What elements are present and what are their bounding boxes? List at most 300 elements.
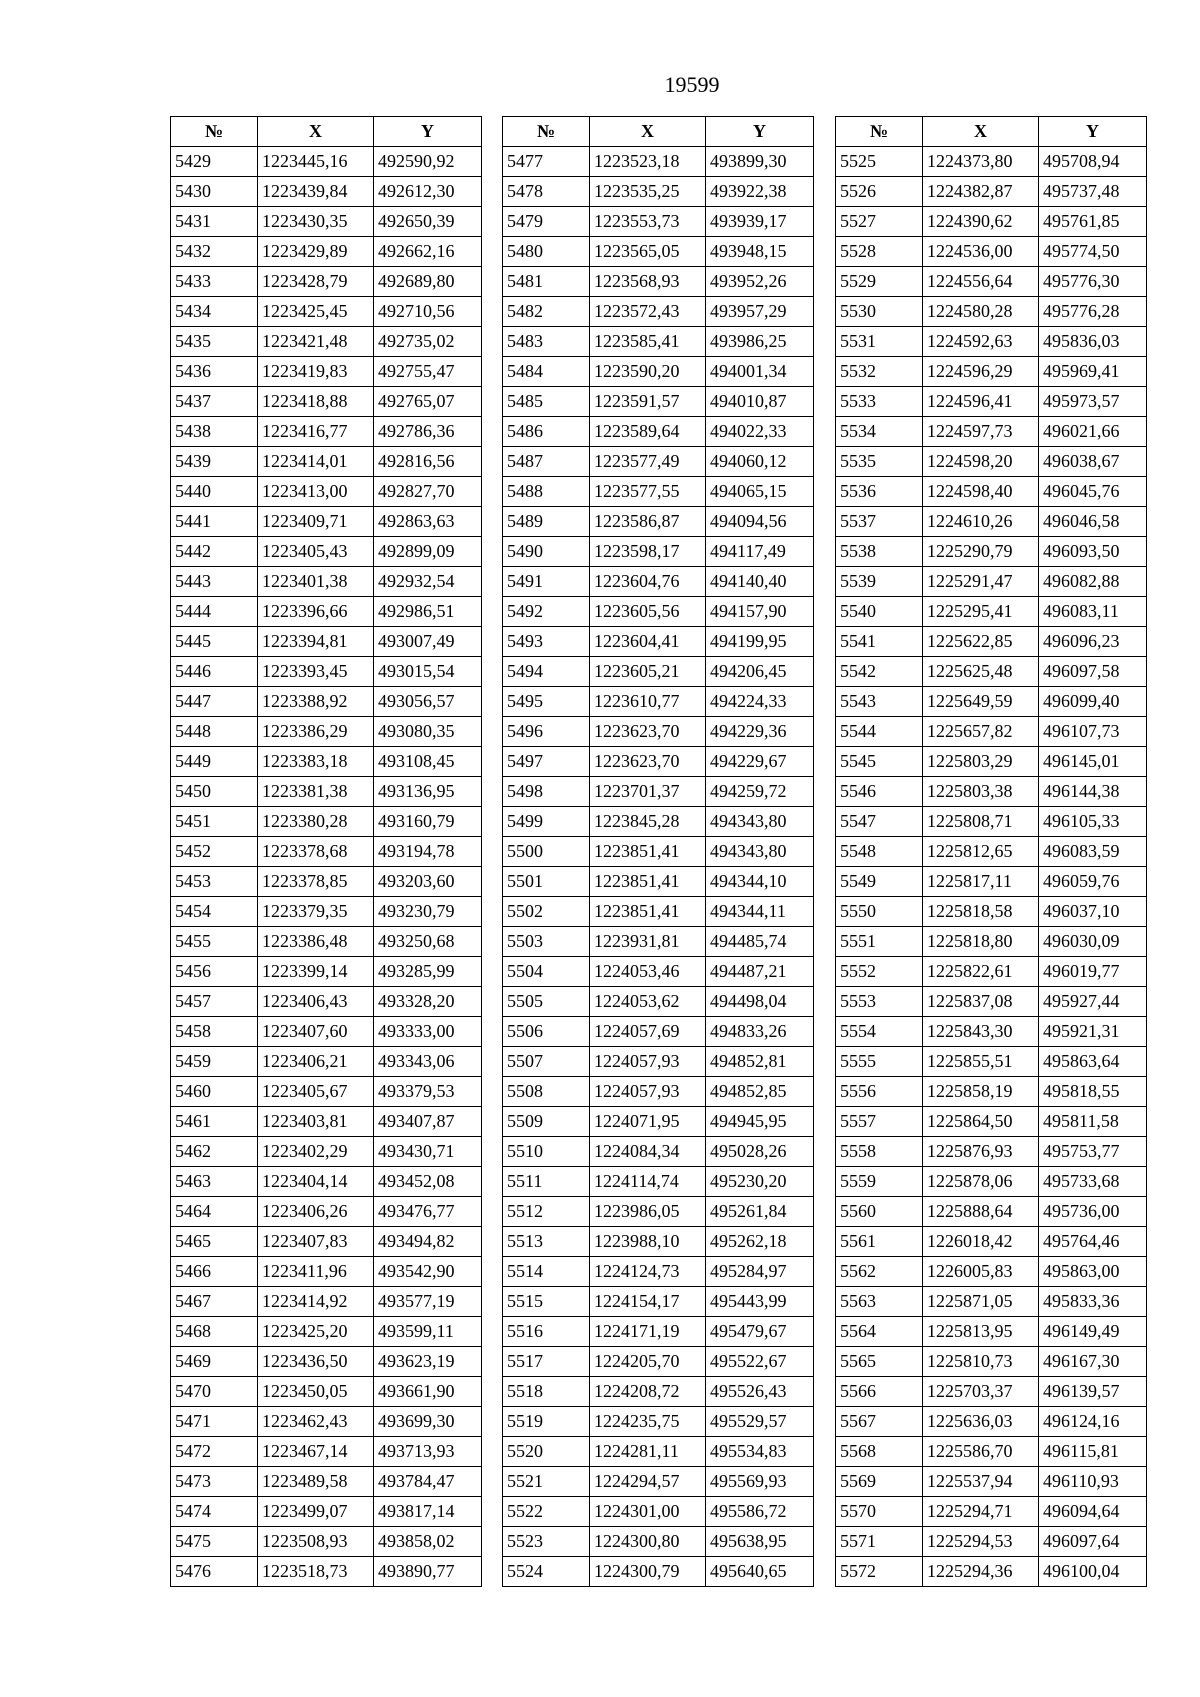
cell-number: 5452: [171, 837, 258, 867]
cell-x: 1225812,65: [923, 837, 1039, 867]
cell-y: 492755,47: [374, 357, 482, 387]
cell-x: 1225625,48: [923, 657, 1039, 687]
table-row: [836, 1527, 1147, 1557]
cell-y: 493379,53: [374, 1077, 482, 1107]
cell-y: 495028,26: [706, 1137, 814, 1167]
cell-x: 1223413,00: [258, 477, 374, 507]
cell-number: 5568: [836, 1437, 923, 1467]
column-header-x: X: [923, 117, 1039, 147]
table-row: [171, 177, 482, 207]
table-row: [836, 927, 1147, 957]
cell-y: 496167,30: [1039, 1347, 1147, 1377]
cell-number: 5533: [836, 387, 923, 417]
table-row: [836, 357, 1147, 387]
cell-number: 5433: [171, 267, 258, 297]
column-header-number: №: [171, 117, 258, 147]
cell-number: 5439: [171, 447, 258, 477]
table-row: [836, 207, 1147, 237]
cell-y: 496046,58: [1039, 507, 1147, 537]
table-row: [836, 867, 1147, 897]
cell-y: 492650,39: [374, 207, 482, 237]
cell-number: 5449: [171, 747, 258, 777]
table-row: [836, 1167, 1147, 1197]
cell-number: 5518: [503, 1377, 590, 1407]
cell-y: 492710,56: [374, 297, 482, 327]
cell-y: 494498,04: [706, 987, 814, 1017]
column-header-x: X: [590, 117, 706, 147]
table-row: [503, 1557, 814, 1587]
cell-x: 1225294,36: [923, 1557, 1039, 1587]
cell-number: 5469: [171, 1347, 258, 1377]
cell-number: 5436: [171, 357, 258, 387]
cell-x: 1223414,92: [258, 1287, 374, 1317]
table-row: [171, 927, 482, 957]
table-row: [171, 357, 482, 387]
cell-y: 494344,10: [706, 867, 814, 897]
cell-y: 493939,17: [706, 207, 814, 237]
cell-x: 1223535,25: [590, 177, 706, 207]
cell-number: 5435: [171, 327, 258, 357]
cell-y: 492689,80: [374, 267, 482, 297]
cell-x: 1224057,69: [590, 1017, 706, 1047]
cell-x: 1223499,07: [258, 1497, 374, 1527]
cell-number: 5455: [171, 927, 258, 957]
cell-y: 493230,79: [374, 897, 482, 927]
cell-y: 495776,28: [1039, 297, 1147, 327]
cell-number: 5556: [836, 1077, 923, 1107]
cell-x: 1223598,17: [590, 537, 706, 567]
table-row: [836, 327, 1147, 357]
cell-number: 5450: [171, 777, 258, 807]
cell-number: 5431: [171, 207, 258, 237]
table-row: [836, 807, 1147, 837]
table-row: [503, 717, 814, 747]
cell-y: 496083,11: [1039, 597, 1147, 627]
cell-x: 1225808,71: [923, 807, 1039, 837]
table-row: [836, 627, 1147, 657]
cell-y: 493285,99: [374, 957, 482, 987]
table-row: [503, 1437, 814, 1467]
cell-x: 1223931,81: [590, 927, 706, 957]
cell-y: 493986,25: [706, 327, 814, 357]
cell-y: 493623,19: [374, 1347, 482, 1377]
table-row: [503, 567, 814, 597]
cell-x: 1223518,73: [258, 1557, 374, 1587]
cell-y: 493922,38: [706, 177, 814, 207]
table-row: [171, 1137, 482, 1167]
table-row: [836, 477, 1147, 507]
cell-x: 1223604,41: [590, 627, 706, 657]
cell-y: 493899,30: [706, 147, 814, 177]
table-header-row: [836, 117, 1147, 147]
cell-x: 1225649,59: [923, 687, 1039, 717]
cell-number: 5522: [503, 1497, 590, 1527]
cell-y: 493952,26: [706, 267, 814, 297]
cell-y: 495522,67: [706, 1347, 814, 1377]
cell-x: 1223623,70: [590, 717, 706, 747]
cell-x: 1225703,37: [923, 1377, 1039, 1407]
cell-y: 495969,41: [1039, 357, 1147, 387]
table-row: [503, 1317, 814, 1347]
cell-x: 1224300,80: [590, 1527, 706, 1557]
cell-number: 5507: [503, 1047, 590, 1077]
table-row: [836, 417, 1147, 447]
cell-x: 1225822,61: [923, 957, 1039, 987]
cell-y: 496030,09: [1039, 927, 1147, 957]
cell-y: 493948,15: [706, 237, 814, 267]
table-row: [171, 597, 482, 627]
cell-x: 1224596,29: [923, 357, 1039, 387]
cell-number: 5477: [503, 147, 590, 177]
cell-number: 5503: [503, 927, 590, 957]
cell-x: 1224154,17: [590, 1287, 706, 1317]
cell-number: 5532: [836, 357, 923, 387]
cell-number: 5470: [171, 1377, 258, 1407]
cell-y: 493328,20: [374, 987, 482, 1017]
cell-x: 1223405,43: [258, 537, 374, 567]
cell-number: 5561: [836, 1227, 923, 1257]
table-row: [503, 477, 814, 507]
cell-x: 1224294,57: [590, 1467, 706, 1497]
cell-number: 5440: [171, 477, 258, 507]
cell-x: 1223393,45: [258, 657, 374, 687]
cell-number: 5531: [836, 327, 923, 357]
cell-y: 496021,66: [1039, 417, 1147, 447]
table-row: [171, 507, 482, 537]
table-row: [171, 1437, 482, 1467]
table-row: [836, 1107, 1147, 1137]
cell-number: 5493: [503, 627, 590, 657]
cell-x: 1223379,35: [258, 897, 374, 927]
table-row: [836, 747, 1147, 777]
cell-x: 1225871,05: [923, 1287, 1039, 1317]
cell-y: 494199,95: [706, 627, 814, 657]
cell-x: 1224053,62: [590, 987, 706, 1017]
cell-number: 5513: [503, 1227, 590, 1257]
cell-y: 495230,20: [706, 1167, 814, 1197]
cell-x: 1223381,38: [258, 777, 374, 807]
cell-x: 1223380,28: [258, 807, 374, 837]
cell-number: 5460: [171, 1077, 258, 1107]
cell-y: 494022,33: [706, 417, 814, 447]
cell-number: 5536: [836, 477, 923, 507]
cell-number: 5447: [171, 687, 258, 717]
cell-number: 5563: [836, 1287, 923, 1317]
cell-x: 1224598,40: [923, 477, 1039, 507]
cell-x: 1223605,21: [590, 657, 706, 687]
cell-y: 493452,08: [374, 1167, 482, 1197]
table-row: [836, 1257, 1147, 1287]
table-row: [503, 837, 814, 867]
cell-x: 1224373,80: [923, 147, 1039, 177]
table-row: [836, 717, 1147, 747]
table-row: [171, 807, 482, 837]
cell-number: 5569: [836, 1467, 923, 1497]
cell-x: 1225843,30: [923, 1017, 1039, 1047]
table-row: [836, 1077, 1147, 1107]
cell-number: 5448: [171, 717, 258, 747]
table-row: [171, 147, 482, 177]
table-row: [836, 957, 1147, 987]
cell-y: 492932,54: [374, 567, 482, 597]
cell-x: 1224235,75: [590, 1407, 706, 1437]
cell-x: 1223462,43: [258, 1407, 374, 1437]
cell-number: 5505: [503, 987, 590, 1017]
cell-number: 5463: [171, 1167, 258, 1197]
cell-number: 5437: [171, 387, 258, 417]
cell-y: 493599,11: [374, 1317, 482, 1347]
table-row: [503, 1227, 814, 1257]
cell-number: 5537: [836, 507, 923, 537]
table-row: [503, 327, 814, 357]
cell-number: 5486: [503, 417, 590, 447]
table-row: [503, 927, 814, 957]
cell-x: 1225858,19: [923, 1077, 1039, 1107]
column-header-y: Y: [1039, 117, 1147, 147]
table-row: [171, 1497, 482, 1527]
cell-y: 493056,57: [374, 687, 482, 717]
cell-number: 5479: [503, 207, 590, 237]
cell-y: 495534,83: [706, 1437, 814, 1467]
table-row: [836, 1317, 1147, 1347]
table-row: [171, 1527, 482, 1557]
cell-number: 5539: [836, 567, 923, 597]
cell-x: 1223439,84: [258, 177, 374, 207]
table-row: [171, 1467, 482, 1497]
table-row: [171, 237, 482, 267]
cell-y: 496144,38: [1039, 777, 1147, 807]
cell-y: 494945,95: [706, 1107, 814, 1137]
cell-x: 1225803,29: [923, 747, 1039, 777]
table-row: [836, 1047, 1147, 1077]
table-row: [503, 147, 814, 177]
cell-number: 5458: [171, 1017, 258, 1047]
table-row: [503, 987, 814, 1017]
cell-y: 496100,04: [1039, 1557, 1147, 1587]
cell-number: 5559: [836, 1167, 923, 1197]
cell-x: 1223428,79: [258, 267, 374, 297]
coordinates-table-3: [835, 116, 1147, 1587]
table-row: [836, 1137, 1147, 1167]
cell-x: 1223425,45: [258, 297, 374, 327]
cell-y: 496082,88: [1039, 567, 1147, 597]
cell-x: 1224536,00: [923, 237, 1039, 267]
table-row: [171, 1557, 482, 1587]
cell-number: 5451: [171, 807, 258, 837]
cell-number: 5443: [171, 567, 258, 597]
table-row: [171, 1077, 482, 1107]
cell-x: 1224592,63: [923, 327, 1039, 357]
cell-number: 5547: [836, 807, 923, 837]
cell-x: 1223378,68: [258, 837, 374, 867]
cell-y: 493542,90: [374, 1257, 482, 1287]
cell-number: 5467: [171, 1287, 258, 1317]
cell-y: 492786,36: [374, 417, 482, 447]
table-row: [171, 1227, 482, 1257]
cell-number: 5544: [836, 717, 923, 747]
cell-y: 495753,77: [1039, 1137, 1147, 1167]
cell-number: 5527: [836, 207, 923, 237]
cell-y: 493957,29: [706, 297, 814, 327]
cell-x: 1224205,70: [590, 1347, 706, 1377]
cell-number: 5545: [836, 747, 923, 777]
table-header-row: [171, 117, 482, 147]
table-row: [503, 537, 814, 567]
table-row: [836, 1197, 1147, 1227]
cell-y: 493080,35: [374, 717, 482, 747]
cell-y: 493430,71: [374, 1137, 482, 1167]
table-row: [836, 1017, 1147, 1047]
table-row: [836, 297, 1147, 327]
table-row: [503, 627, 814, 657]
cell-x: 1223610,77: [590, 687, 706, 717]
cell-number: 5473: [171, 1467, 258, 1497]
cell-x: 1223394,81: [258, 627, 374, 657]
cell-x: 1224597,73: [923, 417, 1039, 447]
cell-x: 1223553,73: [590, 207, 706, 237]
column-header-y: Y: [374, 117, 482, 147]
cell-x: 1224084,34: [590, 1137, 706, 1167]
cell-y: 493007,49: [374, 627, 482, 657]
cell-x: 1225290,79: [923, 537, 1039, 567]
table-row: [503, 207, 814, 237]
cell-x: 1223845,28: [590, 807, 706, 837]
cell-x: 1224382,87: [923, 177, 1039, 207]
cell-number: 5538: [836, 537, 923, 567]
cell-x: 1224057,93: [590, 1077, 706, 1107]
table-row: [171, 1287, 482, 1317]
cell-y: 496145,01: [1039, 747, 1147, 777]
cell-number: 5535: [836, 447, 923, 477]
cell-number: 5438: [171, 417, 258, 447]
cell-y: 492816,56: [374, 447, 482, 477]
table-row: [503, 1137, 814, 1167]
table-row: [836, 837, 1147, 867]
table-row: [836, 147, 1147, 177]
cell-y: 495776,30: [1039, 267, 1147, 297]
cell-y: 496096,23: [1039, 627, 1147, 657]
table-row: [503, 1407, 814, 1437]
table-row: [503, 1047, 814, 1077]
table-row: [171, 1107, 482, 1137]
table-row: [503, 777, 814, 807]
cell-number: 5523: [503, 1527, 590, 1557]
cell-y: 496107,73: [1039, 717, 1147, 747]
cell-y: 492899,09: [374, 537, 482, 567]
table-row: [503, 597, 814, 627]
cell-number: 5504: [503, 957, 590, 987]
cell-x: 1224124,73: [590, 1257, 706, 1287]
table-row: [171, 897, 482, 927]
cell-number: 5501: [503, 867, 590, 897]
cell-y: 495927,44: [1039, 987, 1147, 1017]
table-row: [503, 447, 814, 477]
cell-number: 5485: [503, 387, 590, 417]
cell-y: 495833,36: [1039, 1287, 1147, 1317]
table-row: [836, 1467, 1147, 1497]
cell-y: 496038,67: [1039, 447, 1147, 477]
table-row: [503, 387, 814, 417]
cell-x: 1224053,46: [590, 957, 706, 987]
table-row: [171, 777, 482, 807]
cell-number: 5491: [503, 567, 590, 597]
cell-number: 5512: [503, 1197, 590, 1227]
cell-number: 5488: [503, 477, 590, 507]
table-row: [503, 417, 814, 447]
cell-y: 493194,78: [374, 837, 482, 867]
cell-y: 493817,14: [374, 1497, 482, 1527]
cell-y: 495737,48: [1039, 177, 1147, 207]
cell-number: 5482: [503, 297, 590, 327]
cell-y: 494344,11: [706, 897, 814, 927]
cell-number: 5465: [171, 1227, 258, 1257]
cell-number: 5517: [503, 1347, 590, 1377]
cell-y: 493108,45: [374, 747, 482, 777]
cell-number: 5528: [836, 237, 923, 267]
cell-y: 494852,85: [706, 1077, 814, 1107]
table-row: [836, 897, 1147, 927]
cell-number: 5457: [171, 987, 258, 1017]
cell-number: 5565: [836, 1347, 923, 1377]
cell-number: 5442: [171, 537, 258, 567]
table-row: [171, 207, 482, 237]
cell-y: 494229,67: [706, 747, 814, 777]
cell-y: 496149,49: [1039, 1317, 1147, 1347]
cell-x: 1223851,41: [590, 837, 706, 867]
cell-x: 1223411,96: [258, 1257, 374, 1287]
cell-number: 5546: [836, 777, 923, 807]
cell-number: 5492: [503, 597, 590, 627]
table-row: [836, 777, 1147, 807]
cell-number: 5430: [171, 177, 258, 207]
cell-x: 1223429,89: [258, 237, 374, 267]
table-row: [836, 687, 1147, 717]
cell-y: 495261,84: [706, 1197, 814, 1227]
table-row: [836, 1437, 1147, 1467]
cell-number: 5564: [836, 1317, 923, 1347]
cell-number: 5550: [836, 897, 923, 927]
cell-y: 494010,87: [706, 387, 814, 417]
cell-y: 496094,64: [1039, 1497, 1147, 1527]
cell-x: 1226005,83: [923, 1257, 1039, 1287]
cell-x: 1225876,93: [923, 1137, 1039, 1167]
table-row: [836, 597, 1147, 627]
cell-y: 495836,03: [1039, 327, 1147, 357]
cell-x: 1225291,47: [923, 567, 1039, 597]
cell-x: 1223421,48: [258, 327, 374, 357]
cell-x: 1223386,29: [258, 717, 374, 747]
cell-number: 5509: [503, 1107, 590, 1137]
cell-x: 1223591,57: [590, 387, 706, 417]
cell-number: 5496: [503, 717, 590, 747]
table-row: [836, 237, 1147, 267]
table-row: [503, 1257, 814, 1287]
cell-y: 495774,50: [1039, 237, 1147, 267]
cell-y: 494229,36: [706, 717, 814, 747]
cell-number: 5468: [171, 1317, 258, 1347]
page-number: 19599: [664, 72, 720, 97]
cell-y: 495921,31: [1039, 1017, 1147, 1047]
cell-y: 493015,54: [374, 657, 482, 687]
cell-x: 1224057,93: [590, 1047, 706, 1077]
cell-x: 1225888,64: [923, 1197, 1039, 1227]
cell-x: 1223586,87: [590, 507, 706, 537]
cell-x: 1223851,41: [590, 897, 706, 927]
cell-y: 495640,65: [706, 1557, 814, 1587]
cell-x: 1225837,08: [923, 987, 1039, 1017]
cell-x: 1224208,72: [590, 1377, 706, 1407]
cell-number: 5571: [836, 1527, 923, 1557]
